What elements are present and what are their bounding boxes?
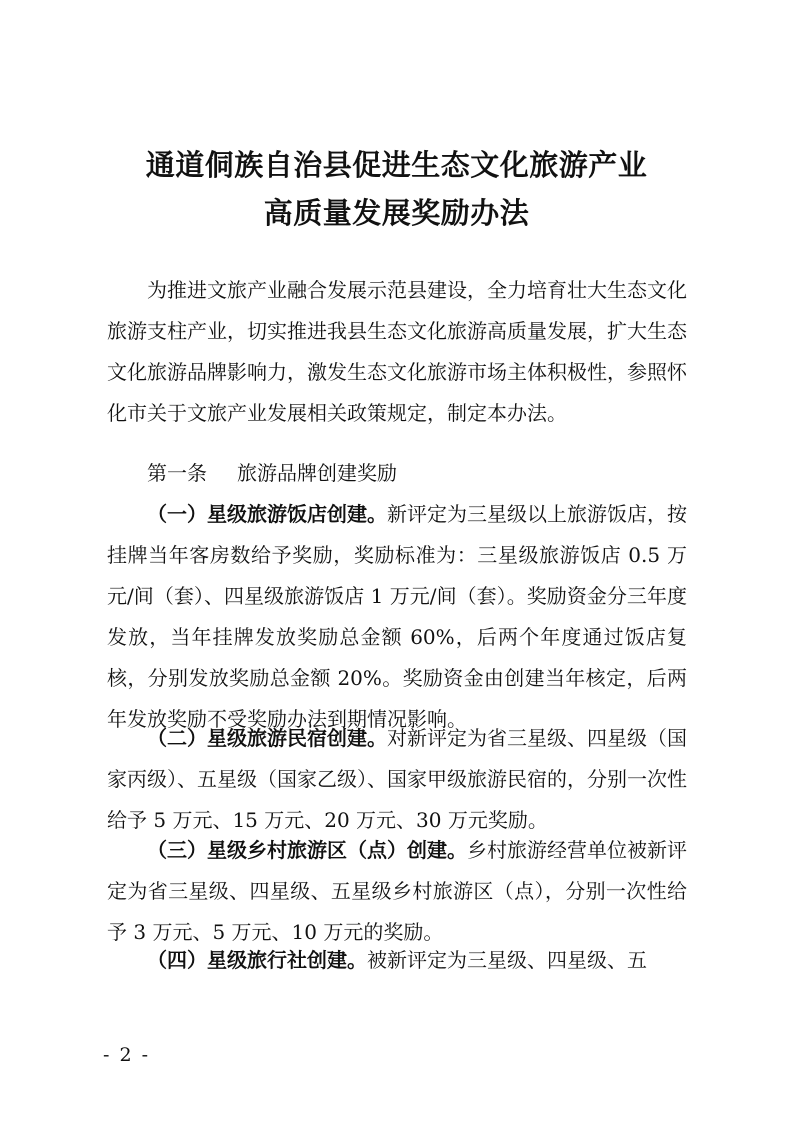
clause-3-text: 乡村旅游经营单位被新评定为省三星级、四星级、五星级乡村旅游区（点），分别一次性给予 3 万元、5 万元、10 万元的奖励。	[107, 838, 687, 944]
clause-3-heading: （三）星级乡村旅游区（点）创建。	[147, 838, 467, 862]
article-1-title: 旅游品牌创建奖励	[237, 461, 397, 485]
clause-4-heading: （四）星级旅行社创建。	[147, 948, 367, 972]
clause-1	[107, 494, 687, 740]
document-title-line-2: 高质量发展奖励办法	[263, 196, 530, 230]
article-1-heading	[147, 453, 397, 494]
clause-1-heading: （一）星级旅游饭店创建。	[147, 502, 387, 526]
clause-2-heading: （二）星级旅游民宿创建。	[147, 726, 387, 750]
clause-2	[107, 718, 687, 841]
article-1-number: 第一条	[147, 461, 207, 485]
clause-1-text: 新评定为三星级以上旅游饭店，按挂牌当年客房数给予奖励，奖励标准为：三星级旅游饭店 0.5 万元/间（套）、四星级旅游饭店 1 万元/间（套）。奖励资金分三年度发放，当年挂牌发放奖励总金额 60%，后两个年度通过饭店复核，分别发放奖励总金额 20%。奖励资金由创建当年核定，后两年发放奖励不受奖励办法到期情况影响。	[107, 502, 687, 731]
clause-2-text: 对新评定为省三星级、四星级（国家丙级）、五星级（国家乙级）、国家甲级旅游民宿的，分别一次性给予 5 万元、15 万元、20 万元、30 万元奖励。	[107, 726, 687, 832]
document-title-line-1: 通道侗族自治县促进生态文化旅游产业	[145, 148, 648, 182]
page-number: - 2 -	[103, 1044, 151, 1066]
clause-4	[107, 940, 687, 981]
intro-paragraph: 为推进文旅产业融合发展示范县建设，全力培育壮大生态文化旅游支柱产业，切实推进我县生态文化旅游高质量发展，扩大生态文化旅游品牌影响力，激发生态文化旅游市场主体积极性，参照怀化市关于文旅产业发展相关政策规定，制定本办法。	[107, 278, 687, 425]
clause-3	[107, 830, 687, 953]
clause-4-text: 被新评定为三星级、四星级、五	[367, 948, 647, 972]
